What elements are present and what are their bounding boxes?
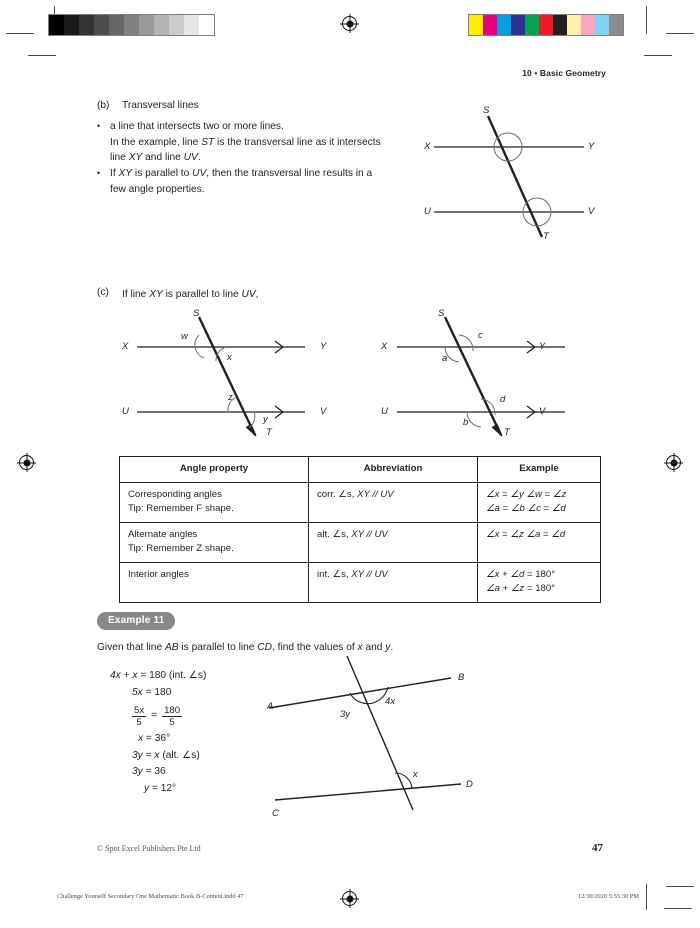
- section-b-label: (b): [97, 100, 110, 111]
- grey-swatch-8: [169, 15, 184, 35]
- figure-b-label-X: X: [424, 141, 431, 152]
- table-row: [120, 522, 601, 562]
- cell-example: ∠x = ∠y ∠w = ∠z ∠a = ∠b ∠c = ∠d: [478, 482, 601, 522]
- figure-c-right-label-X: X: [381, 341, 388, 352]
- figure-b-label-T: T: [543, 231, 549, 242]
- line-st: [488, 116, 542, 237]
- cell-example: ∠x = ∠z ∠a = ∠d: [478, 522, 601, 562]
- section-b-bullet-2: [97, 166, 427, 197]
- colour-swatch-5: [539, 15, 553, 35]
- section-c-title: If line XY is parallel to line UV,: [122, 289, 259, 300]
- figure-b-label-Y: Y: [588, 141, 595, 152]
- solution-line-2: 5x = 180: [132, 686, 172, 698]
- colour-swatch-7: [567, 15, 581, 35]
- grey-swatch-2: [79, 15, 94, 35]
- fraction-left-denominator: 5: [132, 716, 146, 728]
- table-header-abbreviation: Abbreviation: [309, 457, 478, 483]
- figure-c-right-label-Y: Y: [539, 341, 546, 352]
- grey-swatch-6: [139, 15, 154, 35]
- section-b-bullet-2-text: If XY is parallel to UV, then the transversal line results in a few angle properties.: [110, 168, 373, 195]
- colour-swatch-9: [595, 15, 609, 35]
- transversal-figure-c-right: [375, 305, 605, 440]
- example-solution: [110, 668, 206, 798]
- figure-c-left-label-T: T: [266, 427, 272, 438]
- bullet-1-line-1: a line that intersects two or more lines.: [110, 121, 284, 132]
- colour-swatch-10: [609, 15, 623, 35]
- example-figure-angle-4x: 4x: [385, 696, 396, 707]
- colour-swatch-2: [497, 15, 511, 35]
- transversal-figure-c-left: [115, 305, 345, 440]
- figure-c-left-angle-y: y: [263, 414, 268, 425]
- property-line-2: Tip: Remember Z shape.: [128, 543, 234, 554]
- running-head: 10 • Basic Geometry: [522, 68, 606, 78]
- bullet-glyph: •: [97, 168, 101, 178]
- fraction-left-numerator: 5x: [134, 704, 145, 716]
- fraction-left: [132, 705, 146, 728]
- grey-swatch-0: [49, 15, 64, 35]
- crop-mark-tr-h2: [644, 55, 672, 56]
- figure-c-left-label-V: V: [320, 406, 327, 417]
- figure-c-right-angle-d: d: [500, 394, 506, 405]
- colour-swatch-4: [525, 15, 539, 35]
- figure-c-right-label-U: U: [381, 406, 388, 417]
- crop-mark-tl-h: [6, 33, 34, 34]
- solution-line-3: [110, 701, 206, 731]
- figure-c-right-angle-b: b: [463, 417, 469, 428]
- figure-c-right-angle-a: a: [442, 353, 448, 364]
- print-slug-left: Challenge Yourself Secondary One Mathematic Book B-Content.indd 47: [57, 893, 244, 900]
- table-row: [120, 482, 601, 522]
- grey-swatch-3: [94, 15, 109, 35]
- greyscale-calibration-strip: [48, 14, 215, 36]
- colour-swatch-1: [483, 15, 497, 35]
- grey-swatch-9: [184, 15, 199, 35]
- solution-line-6: 3y = 36: [132, 766, 166, 778]
- grey-swatch-5: [124, 15, 139, 35]
- example-badge: Example 11: [97, 612, 175, 630]
- grey-swatch-1: [64, 15, 79, 35]
- figure-c-right-label-V: V: [539, 406, 546, 417]
- cell-property: [120, 522, 309, 562]
- solution-line-1: 4x + x = 180 (int. ∠s): [110, 670, 207, 681]
- fraction-right-denominator: 5: [162, 716, 182, 728]
- crop-mark-br-h: [666, 886, 694, 887]
- figure-c-left-label-X: X: [122, 341, 129, 352]
- line-ab: [269, 678, 451, 708]
- cell-abbreviation: alt. ∠s, XY // UV: [309, 522, 478, 562]
- example-figure-angle-x: x: [413, 769, 418, 780]
- copyright-line: © Spot Excel Publishers Pte Ltd: [97, 844, 201, 853]
- colour-calibration-strip: [468, 14, 624, 36]
- fraction-right-numerator: 180: [164, 704, 181, 716]
- angle-properties-table: [119, 456, 601, 603]
- section-b-bullet-1-text: a line that intersects two or more lines. In the example, line ST is the transversal line as it intersects line XY and line UV.: [110, 121, 381, 163]
- cell-property: [120, 562, 309, 602]
- cell-example: ∠x + ∠d = 180° ∠a + ∠z = 180°: [478, 562, 601, 602]
- property-line-1: Corresponding angles: [128, 488, 222, 500]
- property-line-1: Interior angles: [128, 568, 189, 580]
- page-number: 47: [592, 842, 603, 854]
- figure-c-right-label-S: S: [438, 308, 445, 319]
- table-row: [120, 562, 601, 602]
- example-figure-angle-3y: 3y: [340, 709, 351, 720]
- example-figure-label-A: A: [267, 701, 274, 712]
- figure-c-left-angle-x: x: [227, 352, 232, 363]
- figure-c-right-angle-c: c: [478, 330, 483, 341]
- crop-mark-tl-h2: [28, 55, 56, 56]
- registration-mark-top: [342, 16, 357, 31]
- example-figure-label-B: B: [458, 672, 465, 683]
- table-header-row: [120, 457, 601, 483]
- line-st: [199, 317, 255, 435]
- print-slug-right: 12/30/2020 5:55:30 PM: [578, 893, 640, 900]
- example-question: Given that line AB is parallel to line CD, find the values of x and y.: [97, 642, 394, 653]
- fraction-right: [162, 705, 182, 728]
- grey-swatch-10: [199, 15, 214, 35]
- crop-mark-tr-h: [666, 33, 694, 34]
- bullet-glyph: •: [97, 121, 101, 131]
- figure-c-right-label-T: T: [504, 427, 510, 438]
- crop-mark-br-v: [646, 884, 647, 910]
- colour-swatch-0: [469, 15, 483, 35]
- cell-property: [120, 482, 309, 522]
- grey-swatch-4: [109, 15, 124, 35]
- colour-swatch-8: [581, 15, 595, 35]
- example-figure-label-D: D: [466, 779, 473, 790]
- fraction-equals: =: [151, 709, 158, 721]
- example-figure-label-C: C: [272, 808, 279, 819]
- registration-mark-right: [666, 455, 681, 470]
- figure-c-left-label-U: U: [122, 406, 129, 417]
- figure-b-label-V: V: [588, 206, 595, 217]
- solution-line-5: 3y = x (alt. ∠s): [132, 749, 200, 761]
- section-c-label: (c): [97, 287, 109, 298]
- solution-line-7: y = 12°: [144, 782, 177, 794]
- crop-mark-tr-v: [646, 6, 647, 34]
- figure-b-label-S: S: [483, 105, 490, 116]
- line-st: [445, 317, 501, 435]
- registration-mark-left: [19, 455, 34, 470]
- colour-swatch-3: [511, 15, 525, 35]
- cell-abbreviation: corr. ∠s, XY // UV: [309, 482, 478, 522]
- figure-c-left-label-S: S: [193, 308, 200, 319]
- figure-c-left-angle-w: w: [181, 331, 188, 342]
- registration-mark-bottom: [342, 891, 357, 906]
- transversal: [347, 656, 413, 810]
- property-line-1: Alternate angles: [128, 528, 198, 540]
- table-header-angle-property: Angle property: [120, 457, 309, 483]
- colour-swatch-6: [553, 15, 567, 35]
- solution-line-4: x = 36°: [138, 733, 171, 745]
- grey-swatch-7: [154, 15, 169, 35]
- figure-b-label-U: U: [424, 206, 431, 217]
- cell-abbreviation: int. ∠s, XY // UV: [309, 562, 478, 602]
- angle-arc-b: [467, 412, 481, 427]
- angle-arc-x: [216, 347, 226, 361]
- section-b-title: Transversal lines: [122, 100, 199, 111]
- section-b-bullet-1: [97, 119, 427, 166]
- line-cd: [275, 784, 461, 800]
- property-line-2: Tip: Remember F shape.: [128, 503, 234, 514]
- crop-mark-br-h2: [664, 908, 692, 909]
- transversal-figure-b: [420, 100, 600, 250]
- table-header-example: Example: [478, 457, 601, 483]
- figure-c-left-angle-z: z: [228, 392, 233, 403]
- figure-c-left-label-Y: Y: [320, 341, 327, 352]
- arrow-t: [492, 424, 502, 436]
